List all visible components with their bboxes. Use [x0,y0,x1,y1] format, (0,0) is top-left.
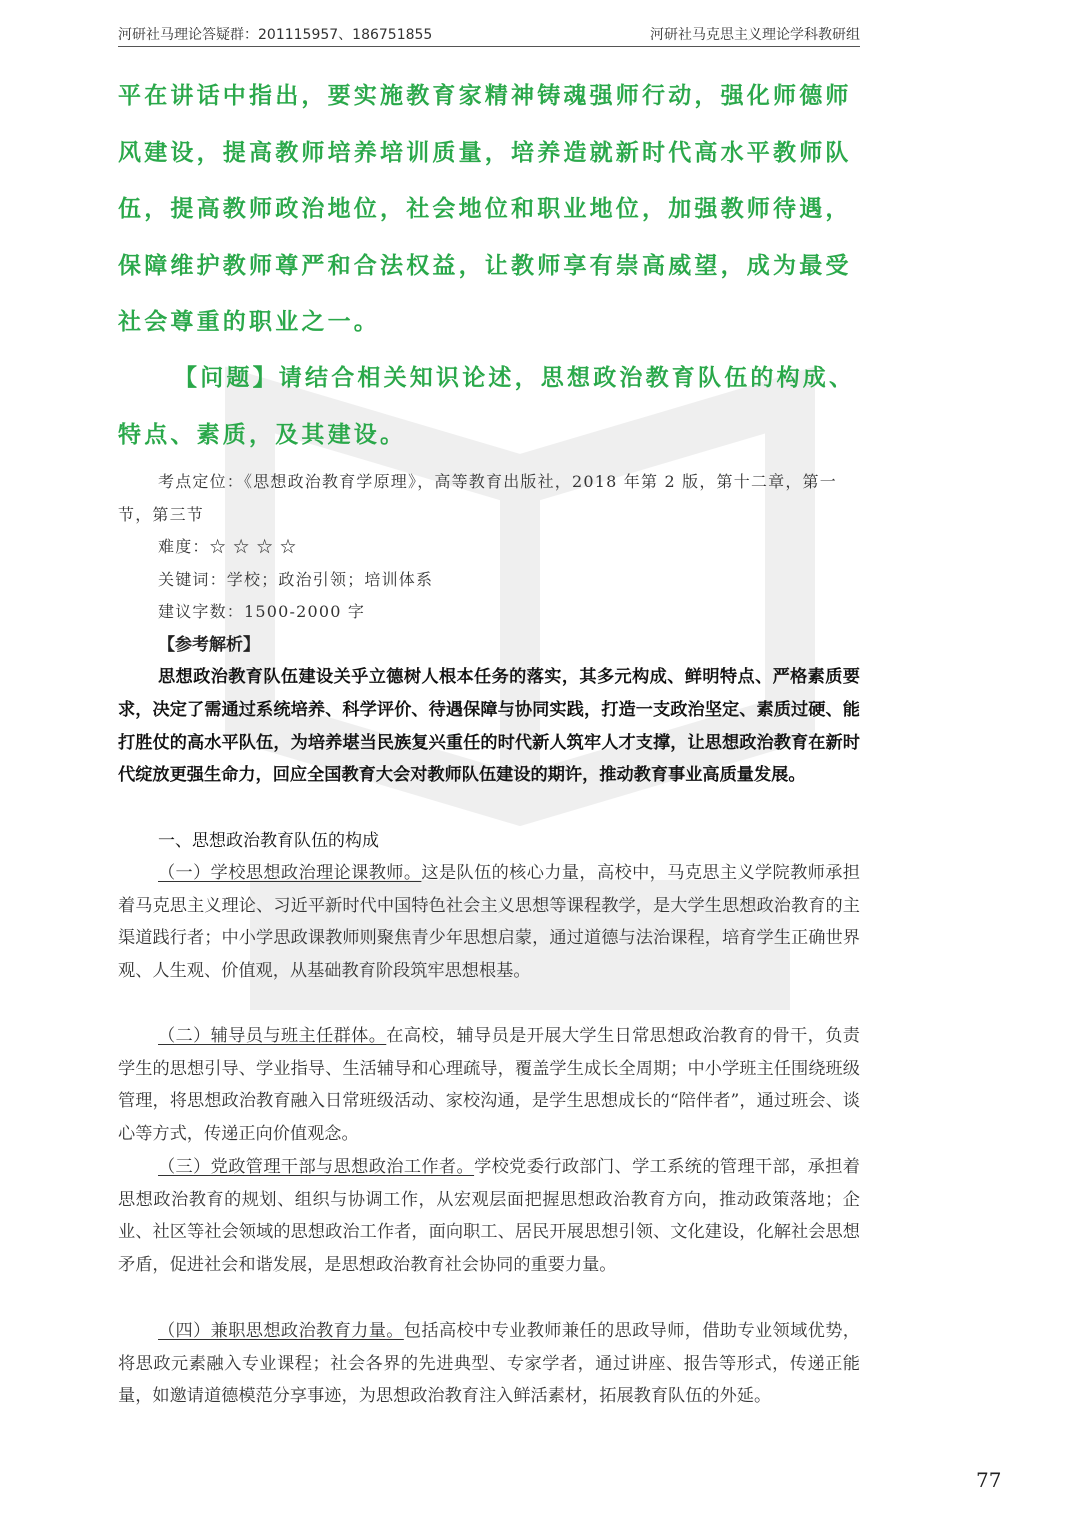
page-number: 77 [976,1468,1002,1492]
summary-paragraph: 思想政治教育队伍建设关乎立德树人根本任务的落实，其多元构成、鲜明特点、严格素质要求，决定了需通过系统培养、科学评价、待遇保障与协同实践，打造一支政治坚定、素质过硬、能打胜仗的高水平队伍，为培养堪当民族复兴重任的时代新人筑牢人才支撑，让思想政治教育在新时代绽放更强生命力，回应全国教育大会对教师队伍建设的期许，推动教育事业高质量发展。 [118,667,860,786]
intro-green-text: 平在讲话中指出，要实施教育家精神铸魂强师行动，强化师德师风建设，提高教师培养培训质量，培养造就新时代高水平教师队伍，提高教师政治地位，社会地位和职业地位，加强教师待遇，保障维护教师尊严和合法权益，让教师享有崇高威望，成为最受社会尊重的职业之一。 [118,82,852,335]
paragraph-1-heading: （一）学校思想政治理论课教师。 [158,863,422,883]
kaodian-text: 考点定位：《思想政治教育学原理》，高等教育出版社，2018 年第 2 版，第十二章，第一节，第三节 [118,472,837,524]
paragraph-3 [118,1151,860,1281]
paragraph-2 [118,1020,860,1150]
paragraph-4-heading: （四）兼职思想政治教育力量。 [158,1321,404,1341]
reference-title: 【参考解析】 [158,635,260,655]
question-text: 【问题】请结合相关知识论述，思想政治教育队伍的构成、特点、素质，及其建设。 [118,364,856,448]
paragraph-4-body: 包括高校中专业教师兼任的思政导师，借助专业领域优势，将思政元素融入专业课程；社会各界的先进典型、专家学者，通过讲座、报告等形式，传递正能量，如邀请道德模范分享事迹，为思想政治教育注入鲜活素材，拓展教育队伍的外延。 [118,1321,860,1407]
paragraph-2-heading: （二）辅导员与班主任群体。 [158,1026,387,1046]
header-left-text: 河研社马理论答疑群：201115957、186751855 [118,27,433,43]
wordcount-text: 建议字数：1500-2000 字 [158,602,366,621]
page-header [118,22,860,47]
header-right-text: 河研社马克思主义理论学科教研组 [650,27,860,43]
section-heading: 一、思想政治教育队伍的构成 [158,831,379,851]
paragraph-1-body: 这是队伍的核心力量，高校中，马克思主义学院教师承担着马克思主义理论、习近平新时代中国特色社会主义思想等课程教学，是大学生思想政治教育的主渠道践行者；中小学思政课教师则聚焦青少年思想启蒙，通过道德与法治课程，培育学生正确世界观、人生观、价值观，从基础教育阶段筑牢思想根基。 [118,863,860,981]
paragraph-1 [118,857,860,987]
paragraph-3-heading: （三）党政管理干部与思想政治工作者。 [158,1157,475,1177]
difficulty-text: 难度：☆ ☆ ☆ ☆ [158,537,298,556]
paragraph-4 [118,1315,860,1413]
paragraph-3-body: 学校党委行政部门、学工系统的管理干部，承担着思想政治教育的规划、组织与协调工作，从宏观层面把握思想政治教育方向，推动政策落地；企业、社区等社会领域的思想政治工作者，面向职工、居民开展思想引领、文化建设，化解社会思想矛盾，促进社会和谐发展，是思想政治教育社会协同的重要力量。 [118,1157,860,1275]
paragraph-2-body: 在高校，辅导员是开展大学生日常思想政治教育的骨干，负责学生的思想引导、学业指导、生活辅导和心理疏导，覆盖学生成长全周期；中小学班主任围绕班级管理，将思想政治教育融入日常班级活动、家校沟通，是学生思想成长的“陪伴者”，通过班会、谈心等方式，传递正向价值观念。 [118,1026,860,1144]
meta-block [118,466,860,629]
keywords-text: 关键词：学校；政治引领；培训体系 [158,569,434,589]
